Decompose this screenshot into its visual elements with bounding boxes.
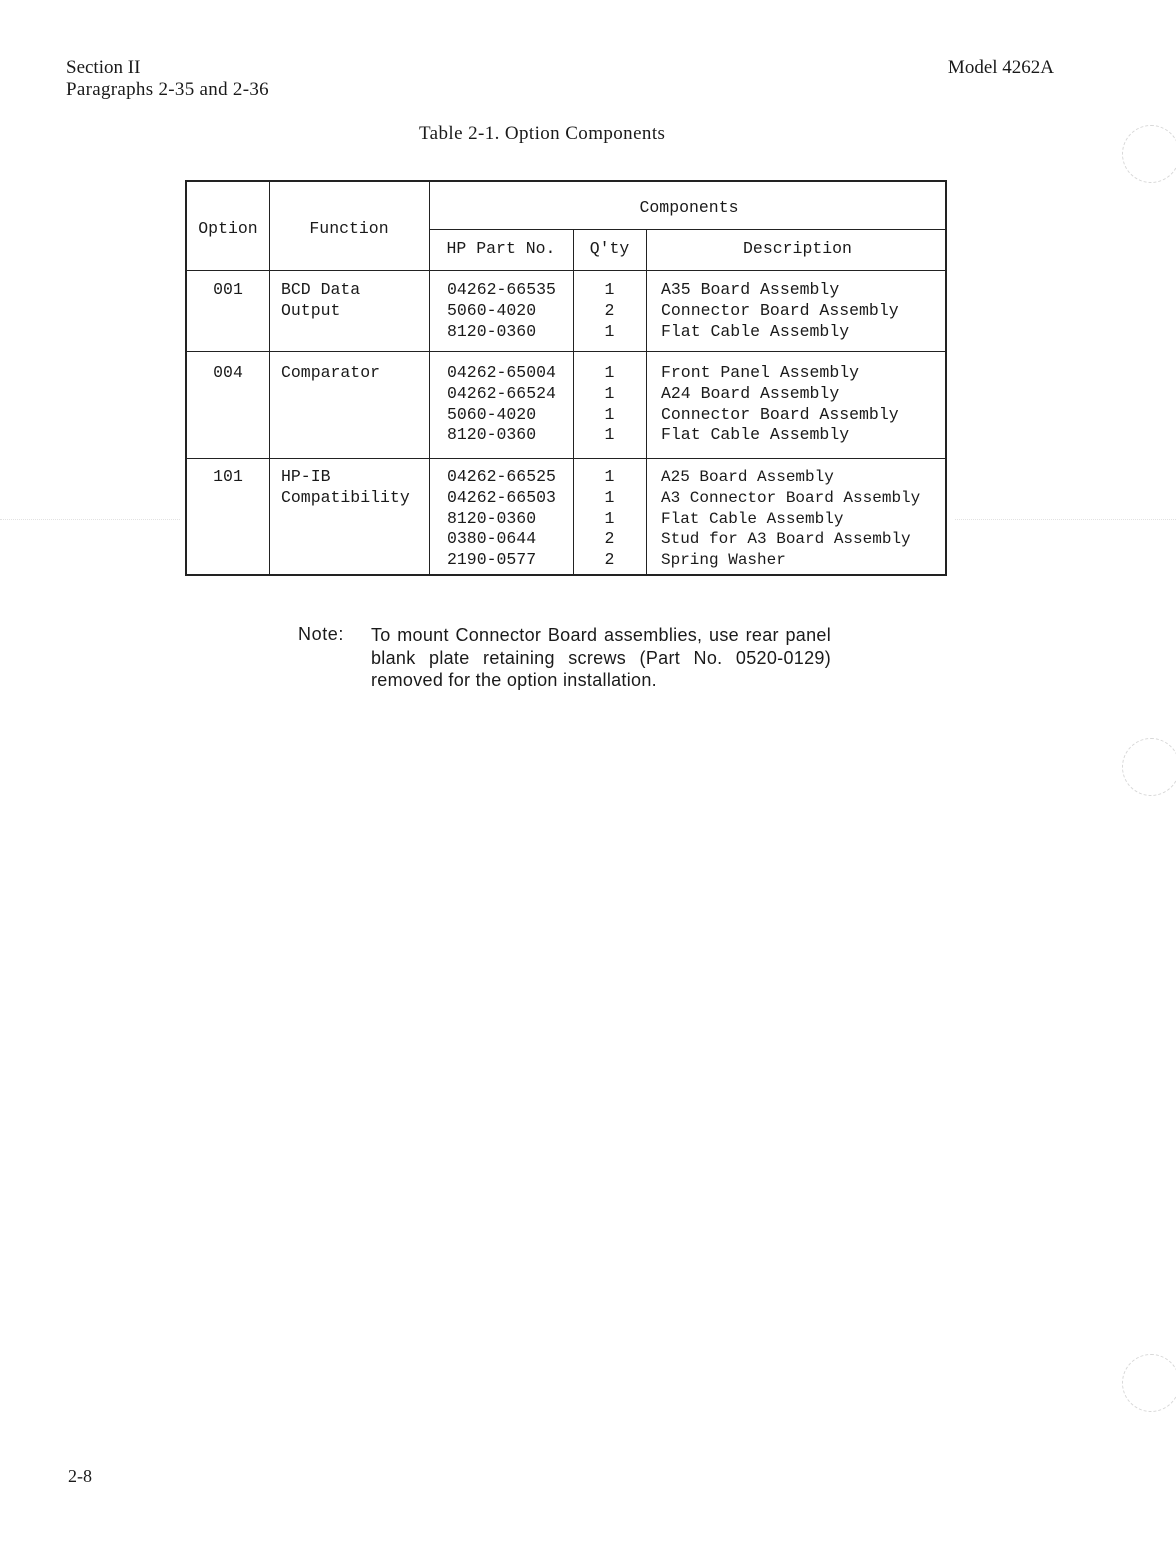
paragraphs-heading: Paragraphs 2-35 and 2-36 [66, 79, 269, 100]
note-label: Note: [298, 624, 345, 644]
row-quantities: 1 1 1 2 2 [604, 467, 615, 570]
row-option: 001 [213, 280, 243, 299]
row-function: Comparator [281, 363, 381, 382]
header-description: Description [743, 239, 852, 258]
scan-artifact-line-right [955, 519, 1176, 520]
header-function: Function [309, 219, 389, 238]
header-option: Option [198, 219, 258, 238]
note-text: To mount Connector Board assemblies, use rear panel blank plate retaining screws (Part No. 0520-0129) removed for the option installation. [371, 625, 831, 690]
model-heading: Model 4262A [947, 57, 1054, 78]
row-function: BCD Data Output [281, 280, 361, 320]
row-part-numbers: 04262-66525 04262-66503 8120-0360 0380-0644 2190-0577 [447, 467, 556, 570]
section-heading: Section II [66, 57, 141, 78]
table-title: Table 2-1. Option Components [419, 123, 666, 144]
row-descriptions: A25 Board Assembly A3 Connector Board Assembly Flat Cable Assembly Stud for A3 Board Assembly Spring Washer [661, 468, 921, 570]
row-quantities: 1 2 1 [604, 280, 615, 341]
table-divider-row-004 [187, 458, 945, 459]
table-divider-qty [646, 229, 647, 574]
row-quantities: 1 1 1 1 [604, 363, 615, 445]
punch-hole-top [1122, 125, 1176, 183]
row-descriptions: Front Panel Assembly A24 Board Assembly Connector Board Assembly Flat Cable Assembly [661, 363, 899, 445]
row-option: 004 [213, 363, 243, 382]
punch-hole-bottom [1122, 1354, 1176, 1412]
table-divider-header [187, 270, 945, 271]
page-number: 2-8 [68, 1466, 92, 1486]
option-components-table [185, 180, 947, 576]
row-descriptions: A35 Board Assembly Connector Board Assembly Flat Cable Assembly [661, 280, 899, 341]
row-option: 101 [213, 467, 243, 486]
row-part-numbers: 04262-65004 04262-66524 5060-4020 8120-0360 [447, 363, 556, 445]
table-divider-option [269, 182, 270, 574]
header-components: Components [639, 198, 739, 217]
row-part-numbers: 04262-66535 5060-4020 8120-0360 [447, 280, 556, 341]
punch-hole-middle [1122, 738, 1176, 796]
row-function: HP-IB Compatibility [281, 467, 410, 507]
table-divider-row-001 [187, 351, 945, 352]
scan-artifact-line-left [0, 519, 180, 520]
header-qty: Q'ty [589, 239, 630, 258]
table-divider-components [429, 229, 945, 230]
header-part-no: HP Part No. [446, 239, 556, 258]
